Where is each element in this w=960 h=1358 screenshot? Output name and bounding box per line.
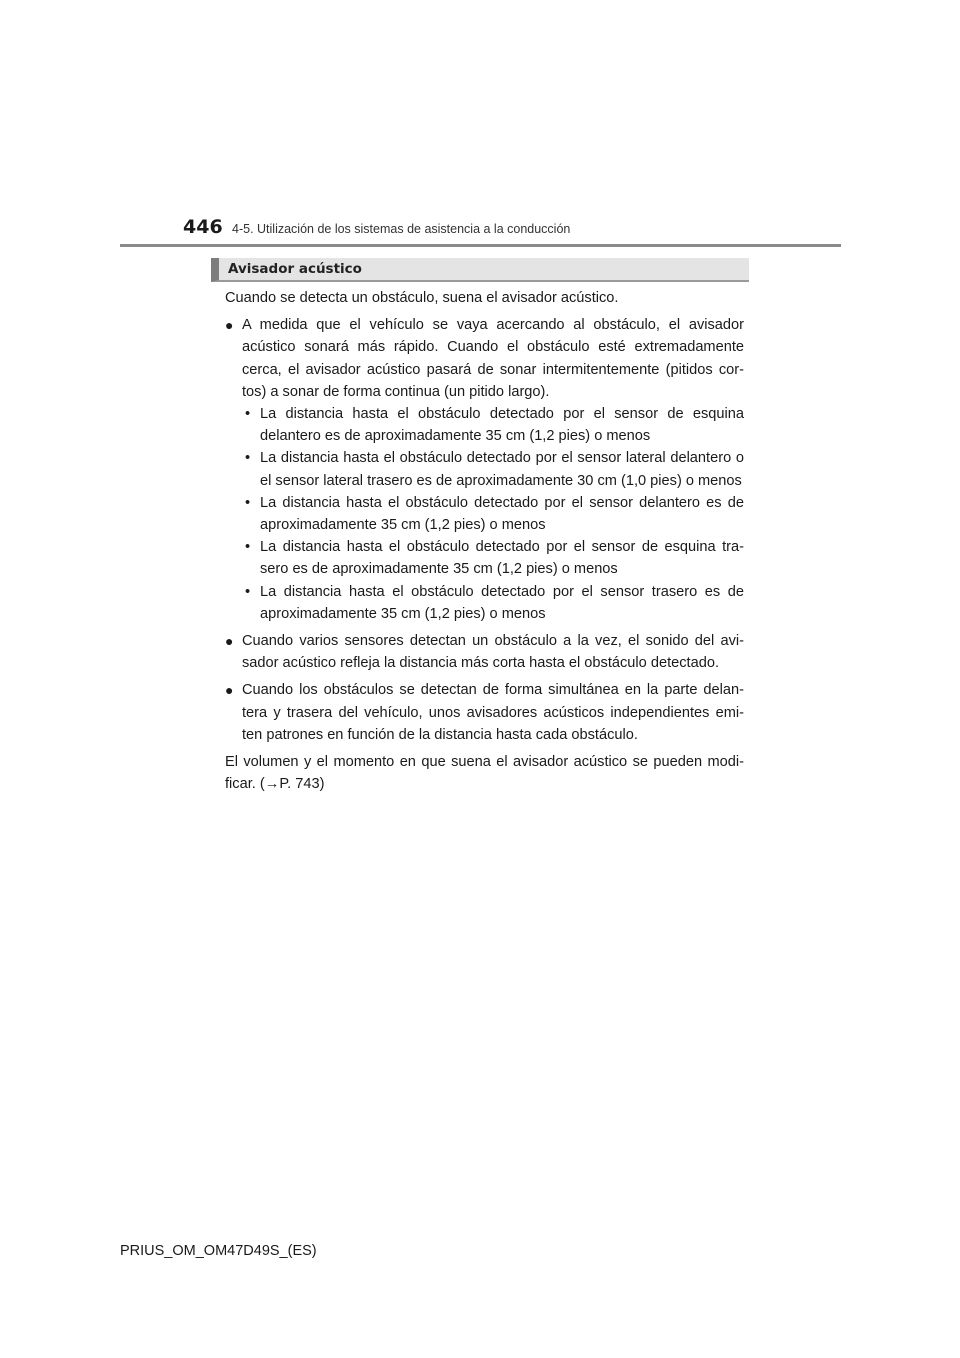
sub-item bbox=[225, 403, 744, 447]
section-title: Avisador acústico bbox=[228, 261, 362, 277]
sub-bullet-icon: • bbox=[245, 450, 251, 467]
page-number: 446 bbox=[183, 216, 223, 238]
sub-item-text: La distancia hasta el obstáculo detectado por el sensor lateral delantero o el sensor lateral trasero es de aproximadamente 30 cm (1,0 pies) o menos bbox=[260, 450, 744, 489]
section-heading bbox=[211, 258, 749, 282]
sub-item bbox=[225, 492, 744, 536]
sub-bullet-icon: • bbox=[245, 406, 251, 423]
closing-paragraph: El volumen y el momento en que suena el avisador acústico se pueden modi-ficar. (→P. 743) bbox=[225, 754, 744, 793]
sub-bullet-icon: • bbox=[245, 539, 251, 556]
body-content bbox=[225, 287, 744, 795]
sub-item bbox=[225, 581, 744, 625]
bullet-icon: ● bbox=[225, 682, 234, 699]
sub-bullet-icon: • bbox=[245, 583, 251, 600]
bullet-text: Cuando los obstáculos se detectan de forma simultánea en la parte delan-tera y trasera del vehículo, unos avisadores acústicos independientes emi-ten patrones en función de la distancia hasta cada obstáculo. bbox=[242, 682, 744, 743]
sub-item-text: La distancia hasta el obstáculo detectado por el sensor de esquina tra-sero es de aproximadamente 35 cm (1,2 pies) o menos bbox=[260, 539, 744, 578]
sub-item-text: La distancia hasta el obstáculo detectado por el sensor trasero es de aproximadamente 35 cm (1,2 pies) o menos bbox=[260, 583, 744, 622]
bullet-item bbox=[225, 314, 744, 625]
bullet-icon: ● bbox=[225, 317, 234, 334]
bullet-item bbox=[225, 679, 744, 746]
chapter-header: 4-5. Utilización de los sistemas de asistencia a la conducción bbox=[232, 222, 571, 236]
sub-bullet-icon: • bbox=[245, 494, 251, 511]
intro-paragraph: Cuando se detecta un obstáculo, suena el avisador acústico. bbox=[225, 290, 619, 306]
sub-item bbox=[225, 447, 744, 491]
bullet-item bbox=[225, 630, 744, 674]
document-code: PRIUS_OM_OM47D49S_(ES) bbox=[120, 1243, 317, 1259]
bullet-icon: ● bbox=[225, 633, 234, 650]
sub-item-text: La distancia hasta el obstáculo detectado por el sensor de esquina delantero es de aproximadamente 35 cm (1,2 pies) o menos bbox=[260, 406, 744, 445]
sub-item-text: La distancia hasta el obstáculo detectado por el sensor delantero es de aproximadamente 35 cm (1,2 pies) o menos bbox=[260, 494, 744, 534]
sub-item bbox=[225, 536, 744, 580]
header-divider bbox=[120, 244, 841, 247]
bullet-text: A medida que el vehículo se vaya acercando al obstáculo, el avisador acústico sonará más rápido. Cuando el obstáculo esté extremadamente cerca, el avisador acústico pasará de sonar intermitentemente (pitidos cor-tos) a sonar de forma continua (un pitido largo). bbox=[242, 317, 744, 400]
bullet-text: Cuando varios sensores detectan un obstáculo a la vez, el sonido del avi-sador acústico refleja la distancia más corta hasta el obstáculo detectado. bbox=[242, 633, 744, 672]
